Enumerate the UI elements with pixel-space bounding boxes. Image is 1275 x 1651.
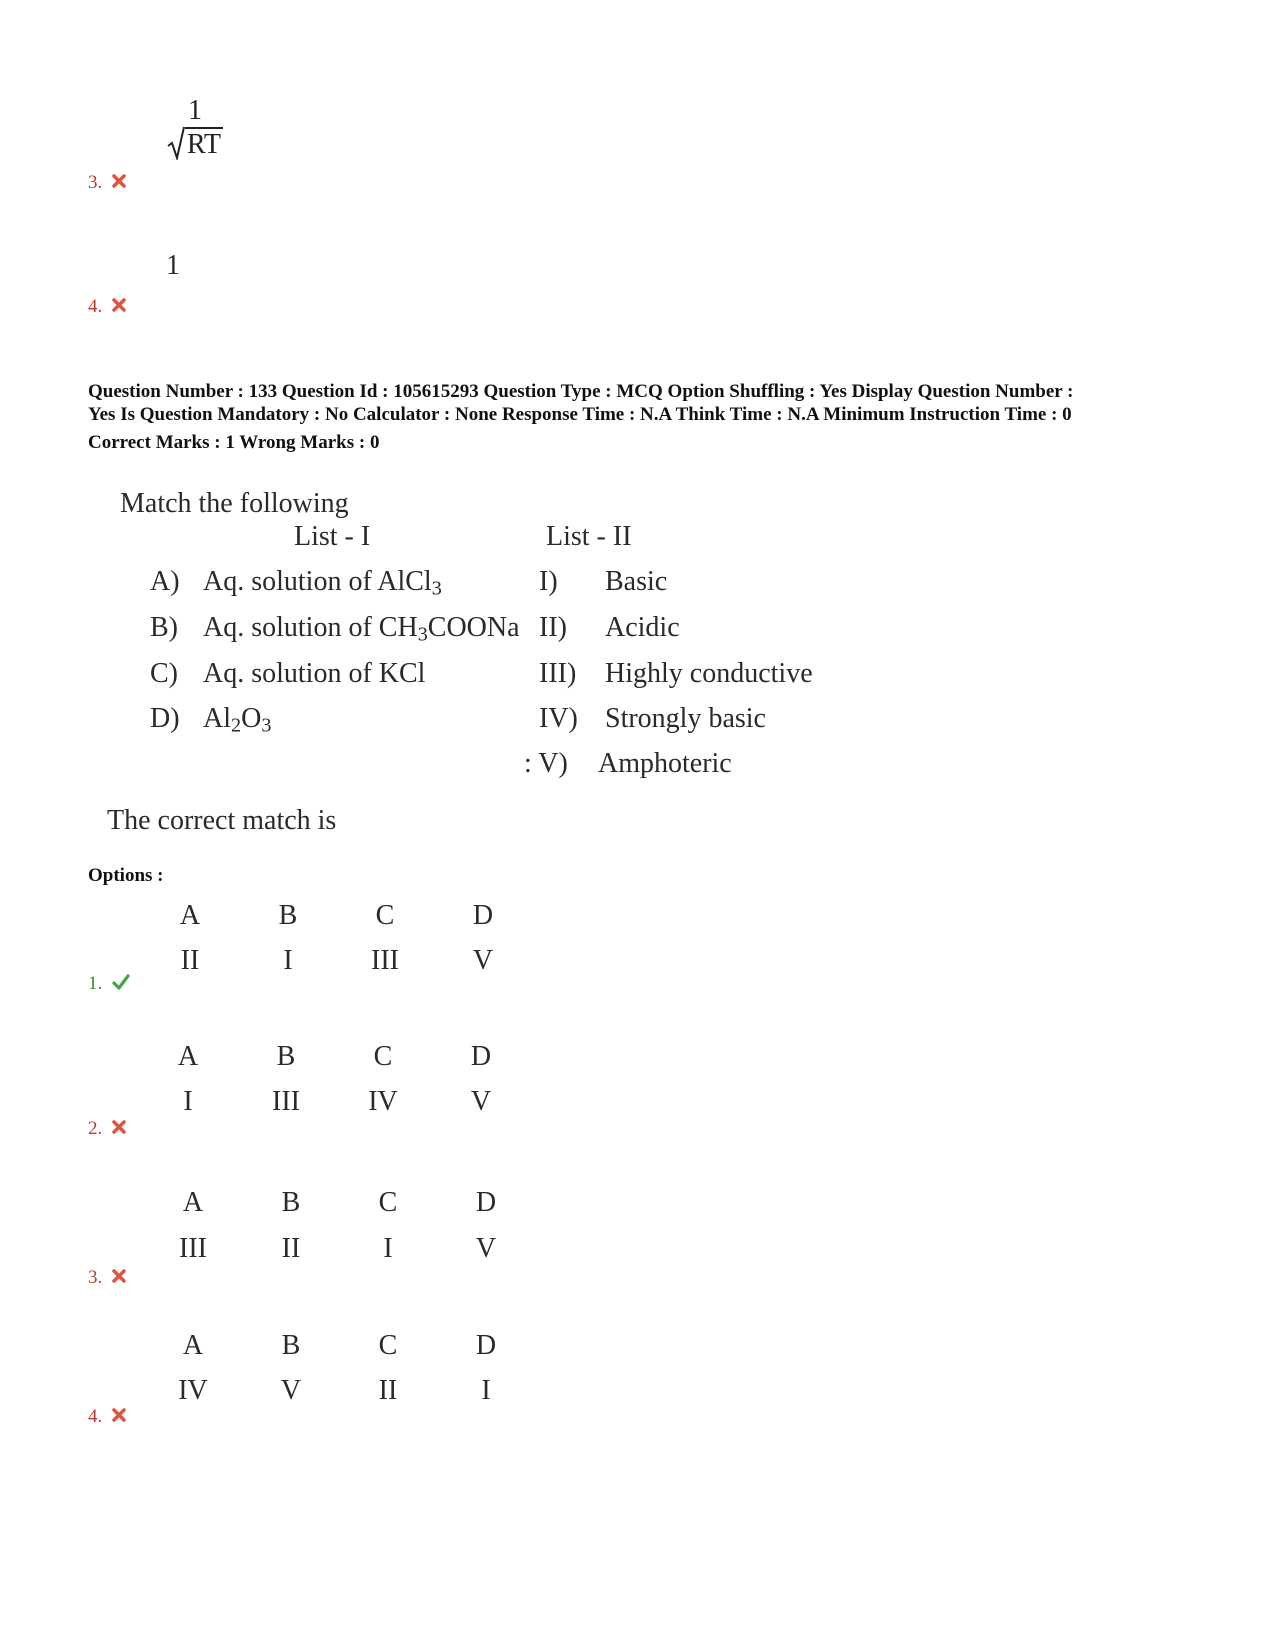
- list-2-item-1-label: I): [539, 566, 558, 597]
- list-2-item-3-text: Highly conductive: [605, 658, 813, 689]
- meta-line-2: Yes Is Question Mandatory : No Calculator : None Response Time : N.A Think Time : N.A Minimum Instruction Time : 0: [88, 404, 1072, 425]
- option-4-header-c: C: [378, 1330, 398, 1361]
- option-number-label: 4.: [88, 296, 103, 317]
- option-4-header-b: B: [281, 1330, 301, 1361]
- list-2-item-2-label: II): [539, 612, 567, 643]
- text-part: COONa: [427, 612, 520, 643]
- cross-icon: [111, 173, 127, 189]
- option-4-value-d: I: [481, 1375, 491, 1406]
- list-2-item-1-text: Basic: [605, 566, 668, 597]
- option-3-header-d: D: [475, 1187, 497, 1218]
- list-1-item-b-label: B): [150, 612, 178, 643]
- list-1-item-c-text: [203, 658, 425, 690]
- text-part: O: [241, 703, 262, 734]
- option-1-header-c: C: [375, 900, 395, 931]
- option-1-header-b: B: [278, 900, 298, 931]
- option-1-header-d: D: [472, 900, 494, 931]
- option-4-header-a: A: [182, 1330, 204, 1361]
- subscript: 3: [417, 623, 428, 646]
- option-2-value-c: IV: [368, 1086, 398, 1117]
- list-2-item-5-text: Amphoteric: [598, 748, 732, 779]
- list-2-item-3-label: III): [539, 658, 577, 689]
- option-number-label: 4.: [88, 1406, 103, 1427]
- prev-option-3-number[interactable]: [88, 172, 127, 194]
- option-3-header-a: A: [182, 1187, 204, 1218]
- meta-line-1: Question Number : 133 Question Id : 105615293 Question Type : MCQ Option Shuffling : Yes Display Question Number :: [88, 381, 1074, 402]
- list-1-item-d-label: D): [150, 703, 180, 734]
- option-1-value-a: II: [180, 945, 200, 976]
- option-1-value-c: III: [371, 945, 399, 976]
- list-1-item-b-text: [203, 612, 520, 646]
- option-2-header-b: B: [276, 1041, 296, 1072]
- option-3-number[interactable]: [88, 1267, 127, 1289]
- option-number-label: 1.: [88, 973, 103, 994]
- option-4-number[interactable]: [88, 1406, 127, 1428]
- list-1-item-a-label: A): [150, 566, 180, 597]
- option-3-header-b: B: [281, 1187, 301, 1218]
- list-2-item-2-text: Acidic: [605, 612, 680, 643]
- fraction-denominator: [160, 128, 230, 162]
- option-3-value-b: II: [281, 1233, 301, 1264]
- subscript: 2: [231, 714, 242, 737]
- list-1-item-d-text: [203, 703, 271, 737]
- question-prompt: Match the following: [120, 488, 349, 519]
- option-1-header-a: A: [179, 900, 201, 931]
- option-2-header-a: A: [177, 1041, 199, 1072]
- option-1-number[interactable]: [88, 973, 131, 995]
- radical-sign-icon: [167, 126, 185, 160]
- prev-option-4-number[interactable]: [88, 296, 127, 318]
- option-number-label: 3.: [88, 1267, 103, 1288]
- option-2-value-a: I: [183, 1086, 193, 1117]
- option-4-header-d: D: [475, 1330, 497, 1361]
- option-number-label: 2.: [88, 1118, 103, 1139]
- radicand: RT: [186, 129, 222, 160]
- subscript: 3: [431, 577, 442, 600]
- option-4-value-c: II: [378, 1375, 398, 1406]
- checkmark-icon: [111, 974, 131, 990]
- question-closing: The correct match is: [107, 805, 337, 836]
- list-1-item-a-text: [203, 566, 442, 600]
- text-part: Aq. solution of AlCl: [203, 566, 432, 597]
- list-1-header: List - I: [294, 521, 371, 552]
- option-4-value-b: V: [280, 1375, 302, 1406]
- subscript: 3: [261, 714, 272, 737]
- meta-line-3: Correct Marks : 1 Wrong Marks : 0: [88, 432, 380, 453]
- option-2-value-b: III: [272, 1086, 300, 1117]
- prev-option-3-fraction: [160, 94, 230, 162]
- question-meta: [88, 380, 1188, 454]
- prev-option-4-value: 1: [166, 250, 180, 281]
- list-2-item-4-text: Strongly basic: [605, 703, 766, 734]
- option-number-label: 3.: [88, 172, 103, 193]
- option-3-value-a: III: [179, 1233, 207, 1264]
- fraction-numerator: 1: [188, 95, 202, 126]
- cross-icon: [111, 297, 127, 313]
- option-3-value-d: V: [475, 1233, 497, 1264]
- sqrt-expression: [167, 128, 223, 162]
- text-part: Aq. solution of KCl: [203, 658, 426, 689]
- option-4-value-a: IV: [178, 1375, 208, 1406]
- option-2-value-d: V: [470, 1086, 492, 1117]
- option-2-header-d: D: [470, 1041, 492, 1072]
- list-1-item-c-label: C): [150, 658, 178, 689]
- option-1-value-b: I: [283, 945, 293, 976]
- option-3-value-c: I: [383, 1233, 393, 1264]
- cross-icon: [111, 1407, 127, 1423]
- list-2-item-5-label: : V): [524, 748, 568, 779]
- option-3-header-c: C: [378, 1187, 398, 1218]
- options-label: Options :: [88, 865, 164, 886]
- option-2-header-c: C: [373, 1041, 393, 1072]
- option-1-value-d: V: [472, 945, 494, 976]
- list-2-header: List - II: [546, 521, 632, 552]
- text-part: Aq. solution of CH: [203, 612, 418, 643]
- cross-icon: [111, 1268, 127, 1284]
- text-part: Al: [203, 703, 231, 734]
- list-2-item-4-label: IV): [539, 703, 578, 734]
- cross-icon: [111, 1119, 127, 1135]
- option-2-number[interactable]: [88, 1118, 127, 1140]
